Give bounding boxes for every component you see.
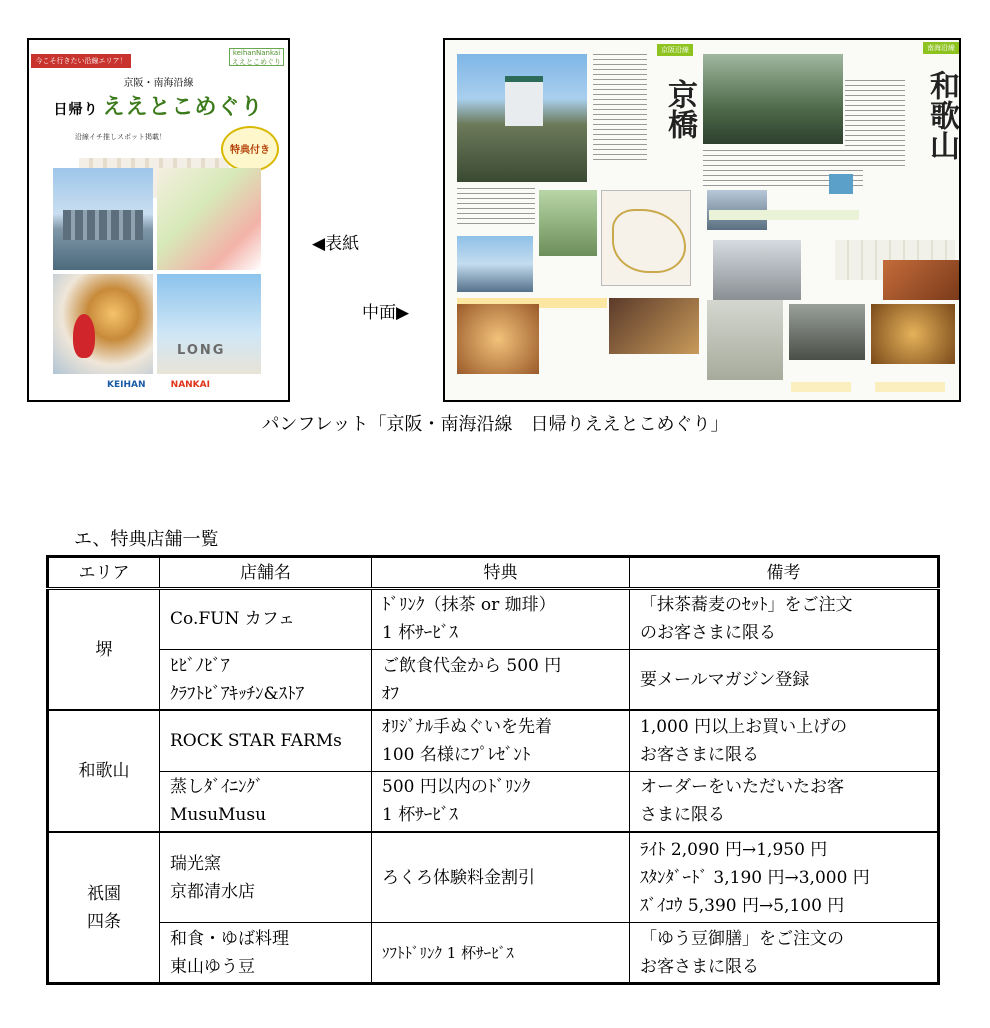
- pamphlet-caption: パンフレット「京阪・南海沿線 日帰りええとこめぐり」: [261, 414, 729, 435]
- cell-text-line: 「ゆう豆御膳」をご注文の: [640, 928, 844, 949]
- area-cell: 和歌山: [48, 710, 160, 832]
- perk-cell: [372, 589, 630, 650]
- spread-area-title-kyobashi: 京橋: [662, 79, 697, 139]
- spread-photo-food: [883, 260, 959, 300]
- cell-text-line: ﾋﾋﾞﾉﾋﾞｱ: [170, 655, 230, 676]
- spread-text-block: [593, 54, 647, 164]
- nankai-logo: NANKAI: [170, 380, 210, 390]
- note-cell: [630, 589, 939, 650]
- header-perk: 特典: [372, 557, 630, 589]
- middle-label: 中面▶: [362, 303, 410, 323]
- perk-cell: [372, 923, 630, 984]
- spread-photo-steamer: [871, 304, 955, 364]
- cell-text-line: 和食・ゆば料理: [170, 928, 289, 949]
- spread-photo-castle: [457, 54, 587, 182]
- area-cell: [48, 832, 160, 983]
- spread-area-title-wakayama: 和歌山: [924, 70, 959, 160]
- spread-photo-bar: [609, 298, 699, 354]
- cell-text-line: Co.FUN カフェ: [170, 609, 295, 630]
- cover-photo-palm-sign: [157, 274, 261, 374]
- shop-cell: [160, 649, 372, 710]
- spread-photo-train: [829, 174, 853, 194]
- perk-cell: [372, 771, 630, 832]
- shop-cell: [160, 771, 372, 832]
- table-row: [48, 710, 939, 771]
- note-cell: [630, 832, 939, 922]
- spread-text-block: [457, 188, 535, 228]
- cover-title-main: ええとこめぐり: [102, 95, 264, 120]
- cell-text-line: ｵﾌ: [382, 683, 399, 704]
- cell-text-line: ﾄﾞﾘﾝｸ（抹茶 or 珈琲）: [382, 595, 556, 616]
- section-title: エ、特典店舗一覧: [74, 529, 219, 550]
- shop-cell: [160, 923, 372, 984]
- spread-perk-band: [791, 382, 851, 392]
- spread-photo-river: [457, 236, 533, 292]
- cell-text-line: オーダーをいただいたお客: [640, 777, 844, 798]
- cell-text-line: 100 名様にﾌﾟﾚｾﾞﾝﾄ: [382, 745, 531, 766]
- perk-cell: [372, 649, 630, 710]
- note-cell: [630, 649, 939, 710]
- cell-text-line: ｿﾌﾄﾄﾞﾘﾝｸ 1 杯ｻｰﾋﾞｽ: [382, 943, 514, 962]
- table-header-row: [48, 557, 939, 589]
- table-row: [48, 923, 939, 984]
- cover-photo-river-city: [53, 168, 153, 270]
- table-row: [48, 832, 939, 922]
- cell-text-line: 1 杯ｻｰﾋﾞｽ: [382, 805, 458, 826]
- spread-area-tag-wakayama: 南海沿線: [923, 42, 959, 54]
- benefit-shops-table: [46, 555, 940, 985]
- pamphlet-cover-image: [27, 38, 290, 402]
- cell-text-line: 京都清水店: [170, 881, 255, 902]
- cell-text-line: 500 円以内のﾄﾞﾘﾝｸ: [382, 777, 531, 798]
- spread-area-tag-kyobashi: 京阪沿線: [657, 44, 693, 56]
- spread-photo-dish: [457, 304, 539, 374]
- cell-text-line: 東山ゆう豆: [170, 956, 255, 977]
- cell-text-line: お客さまに限る: [640, 956, 759, 977]
- cell-text-line: ｵﾘｼﾞﾅﾙ手ぬぐいを先着: [382, 717, 552, 738]
- cell-text-line: ｽﾞｲｺｳ 5,390 円→5,100 円: [640, 895, 845, 916]
- cell-text-line: お客さまに限る: [640, 745, 759, 766]
- cell-text-line: MusuMusu: [170, 805, 267, 826]
- cell-text-line: ｽﾀﾝﾀﾞｰﾄﾞ 3,190 円→3,000 円: [640, 867, 870, 888]
- spread-photo-building: [539, 190, 597, 256]
- table-row: [48, 771, 939, 832]
- area-cell: 堺: [48, 589, 160, 711]
- spread-photo-bridge: [703, 54, 843, 144]
- table-row: [48, 589, 939, 650]
- cover-label: ◀表紙: [312, 234, 360, 254]
- cell-text-line: ROCK STAR FARMs: [170, 731, 342, 752]
- pamphlet-spread-image: [443, 38, 961, 402]
- note-cell: [630, 771, 939, 832]
- cell-text-line: ﾗｲﾄ 2,090 円→1,950 円: [640, 839, 828, 860]
- cover-logos: [107, 380, 232, 390]
- cell-text-line: 要メールマガジン登録: [640, 669, 810, 690]
- cell-text-line: 「抹茶蕎麦のｾｯﾄ」をご注文: [640, 595, 853, 616]
- header-area: エリア: [48, 557, 160, 589]
- cell-text-line: ご飲食代金から 500 円: [382, 655, 562, 676]
- cover-photo-tea: [53, 274, 153, 374]
- note-cell: [630, 923, 939, 984]
- shop-cell: [160, 710, 372, 771]
- spread-map-kyobashi: [601, 190, 691, 286]
- cell-text-line: 蒸しﾀﾞｲﾆﾝｸﾞ: [170, 777, 264, 798]
- cover-title: [29, 90, 288, 121]
- cover-tagline: 沿線イチ推しスポット掲載！: [75, 133, 166, 141]
- spread-heading-band: [709, 210, 859, 220]
- spread-perk-band: [875, 382, 945, 392]
- cell-text-line: 1 杯ｻｰﾋﾞｽ: [382, 623, 458, 644]
- cell-text-line: 1,000 円以上お買い上げの: [640, 717, 848, 738]
- cell-text-line: ｸﾗﾌﾄﾋﾞｱｷｯﾁﾝ&ｽﾄｱ: [170, 683, 305, 704]
- cover-badge: 特典付き: [221, 126, 279, 172]
- note-cell: [630, 710, 939, 771]
- cell-text-line: さまに限る: [640, 805, 725, 826]
- shop-cell: [160, 589, 372, 650]
- perk-cell: [372, 710, 630, 771]
- cell-text-line: ろくろ体験料金割引: [382, 867, 535, 888]
- perk-cell: [372, 832, 630, 922]
- cell-text-line: 瑞光窯: [170, 853, 221, 874]
- table-row: [48, 649, 939, 710]
- header-shop: 店舗名: [160, 557, 372, 589]
- cover-top-banner: 今こそ行きたい沿線エリア！: [31, 54, 131, 68]
- shop-cell: [160, 832, 372, 922]
- keihan-logo: KEIHAN: [107, 380, 146, 390]
- cover-subtitle: 京阪・南海沿線: [123, 78, 194, 89]
- cover-brand-logo: keihanNankai ええとこめぐり: [229, 48, 284, 66]
- spread-map-wakayama: [707, 300, 783, 380]
- cell-text-line: のお客さまに限る: [640, 623, 776, 644]
- spread-photo-station: [713, 240, 801, 300]
- cover-photo-sweets: [157, 168, 261, 270]
- spread-photo-shop: [789, 304, 865, 360]
- cover-title-prefix: 日帰り: [53, 102, 99, 118]
- header-note: 備考: [630, 557, 939, 589]
- area-line: 祇園 四条: [87, 883, 121, 932]
- cover-photo-sign-text: LONG: [177, 343, 226, 358]
